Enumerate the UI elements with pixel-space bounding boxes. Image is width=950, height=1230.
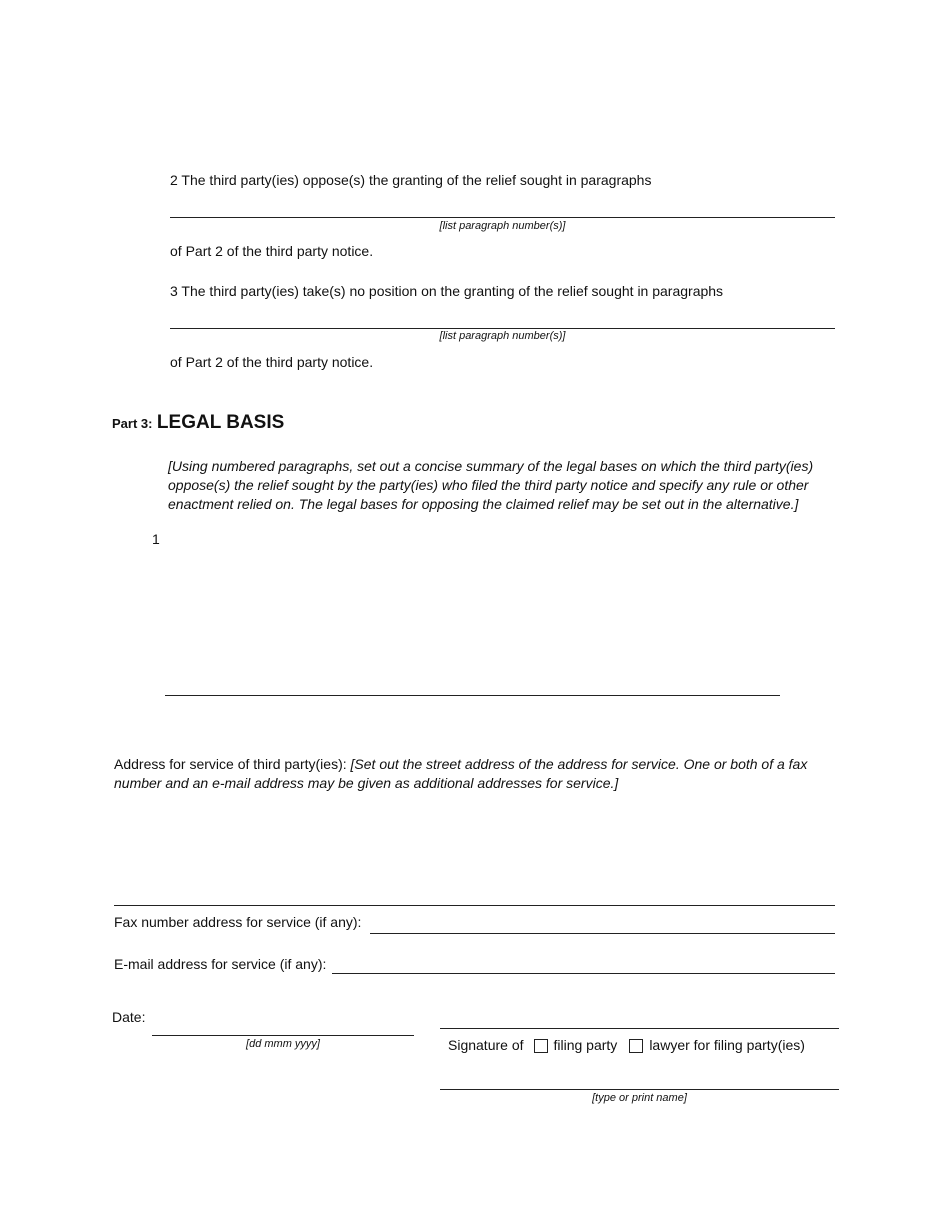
fax-label: Fax number address for service (if any): — [114, 914, 362, 930]
name-hint: [type or print name] — [592, 1092, 687, 1104]
date-label: Date: — [112, 1009, 146, 1025]
item-2-text: 2 The third party(ies) oppose(s) the granting of the relief sought in paragraphs — [170, 172, 652, 188]
part-3-heading — [112, 412, 284, 434]
legal-basis-instruction: [Using numbered paragraphs, set out a concise summary of the legal bases on which the third party(ies) oppose(s) the relief sought by the party(ies) who filed the third party notice and specify any rule or other enactment relied on. The legal bases for opposing the claimed relief may be set out in the alternative.] — [168, 458, 814, 512]
legal-basis-text-area[interactable] — [170, 528, 835, 688]
paragraph-numbers-line-2[interactable] — [170, 217, 835, 218]
legal-basis-end-line — [165, 695, 780, 696]
address-input-area[interactable] — [114, 800, 835, 900]
lawyer-checkbox[interactable] — [629, 1039, 643, 1053]
paragraph-numbers-hint-3: [list paragraph number(s)] — [439, 330, 566, 342]
email-input-line[interactable] — [332, 973, 835, 974]
date-input-line[interactable] — [152, 1035, 414, 1036]
email-label: E-mail address for service (if any): — [114, 956, 327, 972]
date-format-hint: [dd mmm yyyy] — [246, 1038, 320, 1050]
paragraph-numbers-hint-2: [list paragraph number(s)] — [439, 220, 566, 232]
filing-party-label: filing party — [553, 1037, 618, 1053]
signature-row — [448, 1036, 805, 1054]
part-3-prefix: Part 3: — [112, 416, 153, 431]
paragraph-numbers-line-3[interactable] — [170, 328, 835, 329]
fax-input-line[interactable] — [370, 933, 835, 934]
part-3-title: LEGAL BASIS — [156, 412, 285, 433]
signature-line[interactable] — [440, 1028, 839, 1029]
legal-basis-item-number: 1 — [152, 531, 160, 547]
name-input-line[interactable] — [440, 1089, 839, 1090]
lawyer-label: lawyer for filing party(ies) — [649, 1037, 805, 1053]
address-instruction: [Set out the street address of the address for service. One or both of a fax number and an e-mail address may be given as additional addresses for service.] — [114, 756, 808, 791]
address-for-service-block — [114, 755, 819, 793]
address-label: Address for service of third party(ies): — [114, 756, 351, 772]
address-line — [114, 905, 835, 906]
filing-party-checkbox[interactable] — [534, 1039, 548, 1053]
item-3-text: 3 The third party(ies) take(s) no position on the granting of the relief sought in paragraphs — [170, 283, 724, 299]
item-3-tail: of Part 2 of the third party notice. — [170, 354, 374, 370]
signature-label: Signature of — [448, 1037, 524, 1053]
item-2-tail: of Part 2 of the third party notice. — [170, 243, 374, 259]
